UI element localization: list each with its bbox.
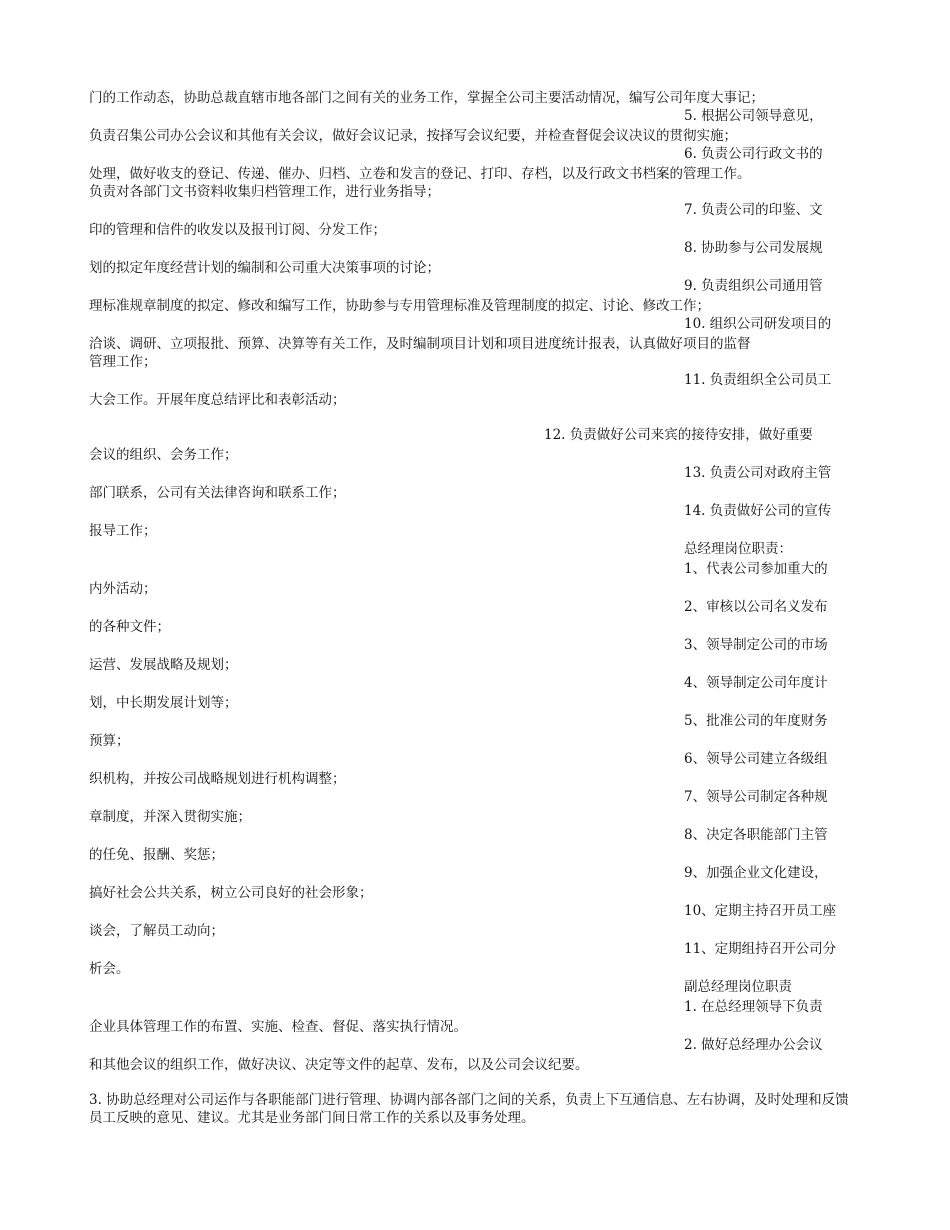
text-line: 划，中长期发展计划等； [89, 695, 238, 711]
text-line: 划的拟定年度经营计划的编制和公司重大决策事项的讨论； [89, 260, 440, 276]
item-heading: 5. 根据公司领导意见， [684, 108, 823, 124]
text-line: 管理工作； [89, 354, 157, 370]
text-line: 部门联系，公司有关法律咨询和联系工作； [89, 485, 346, 501]
item-heading: 9. 负责组织公司通用管 [684, 278, 823, 294]
text-line: 谈会，了解员工动向； [89, 923, 224, 939]
text-line: 洽谈、调研、立项报批、预算、决算等有关工作，及时编制项目计划和项目进度统计报表，认真做好项目的监督 [89, 336, 751, 352]
paragraph-item-3: 3. 协助总经理对公司运作与各职能部门进行管理、协调内部各部门之间的关系，负责上下互通信息、左右协调，及时处理和反馈员工反映的意见、建议。尤其是业务部门间日常工作的关系以及事务处理。 [89, 1092, 849, 1126]
text-line: 析会。 [89, 961, 130, 977]
section-heading-ceo: 总经理岗位职责： [684, 541, 792, 557]
text-line: 织机构，并按公司战略规划进行机构调整； [89, 771, 346, 787]
section-heading-vp: 副总经理岗位职责 [684, 979, 792, 995]
text-line: 的任免、报酬、奖惩； [89, 847, 224, 863]
text-line: 内外活动； [89, 581, 157, 597]
text-line: 会议的组织、会务工作； [89, 447, 238, 463]
item-heading: 7、领导公司制定各种规 [684, 789, 828, 805]
text-line: 章制度，并深入贯彻实施； [89, 809, 251, 825]
item-heading: 3、领导制定公司的市场 [684, 637, 828, 653]
item-heading: 6、领导公司建立各级组 [684, 751, 828, 767]
text-line: 理标准规章制度的拟定、修改和编写工作，协助参与专用管理标准及管理制度的拟定、讨论、修改工作； [89, 298, 710, 314]
text-line: 印的管理和信件的收发以及报刊订阅、分发工作； [89, 222, 386, 238]
text-line: 运营、发展战略及规划； [89, 657, 238, 673]
item-heading: 6. 负责公司行政文书的 [684, 146, 823, 162]
text-line: 负责召集公司办公会议和其他有关会议，做好会议记录，按择写会议纪要，并检查督促会议决议的贯彻实施； [89, 128, 737, 144]
text-line: 负责对各部门文书资料收集归档管理工作，进行业务指导； [89, 184, 440, 200]
item-heading: 5、批准公司的年度财务 [684, 713, 828, 729]
item-heading: 4、领导制定公司年度计 [684, 675, 828, 691]
text-line: 和其他会议的组织工作，做好决议、决定等文件的起草、发布，以及公司会议纪要。 [89, 1057, 589, 1073]
text-line: 大会工作。开展年度总结评比和表彰活动； [89, 392, 346, 408]
item-heading: 1、代表公司参加重大的 [684, 561, 828, 577]
item-heading: 10、定期主持召开员工座 [684, 903, 837, 919]
item-heading: 1. 在总经理领导下负责 [684, 999, 823, 1015]
item-heading: 14. 负责做好公司的宣传 [684, 503, 832, 519]
item-heading: 11、定期组持召开公司分 [684, 941, 837, 957]
item-heading: 10. 组织公司研发项目的 [684, 316, 832, 332]
item-heading: 2、审核以公司名义发布 [684, 599, 828, 615]
text-line: 报导工作； [89, 523, 157, 539]
item-heading: 8. 协助参与公司发展规 [684, 240, 823, 256]
text-line: 处理，做好收支的登记、传递、催办、归档、立卷和发言的登记、打印、存档，以及行政文书档案的管理工作。 [89, 166, 751, 182]
text-line: 门的工作动态，协助总裁直辖市地各部门之间有关的业务工作，掌握全公司主要活动情况，编写公司年度大事记； [89, 90, 764, 106]
text-line: 搞好社会公共关系，树立公司良好的社会形象； [89, 885, 373, 901]
item-heading: 8、决定各职能部门主管 [684, 827, 828, 843]
item-heading: 11. 负责组织全公司员工 [684, 372, 832, 388]
text-line: 预算； [89, 733, 130, 749]
item-heading: 9、加强企业文化建设， [684, 865, 828, 881]
item-heading: 2. 做好总经理办公会议 [684, 1037, 823, 1053]
text-line: 的各种文件； [89, 619, 170, 635]
text-line: 企业具体管理工作的布置、实施、检查、督促、落实执行情况。 [89, 1019, 467, 1035]
item-heading: 12. 负责做好公司来宾的接待安排，做好重要 [544, 427, 813, 443]
item-heading: 7. 负责公司的印鉴、文 [684, 202, 823, 218]
item-heading: 13. 负责公司对政府主管 [684, 465, 832, 481]
